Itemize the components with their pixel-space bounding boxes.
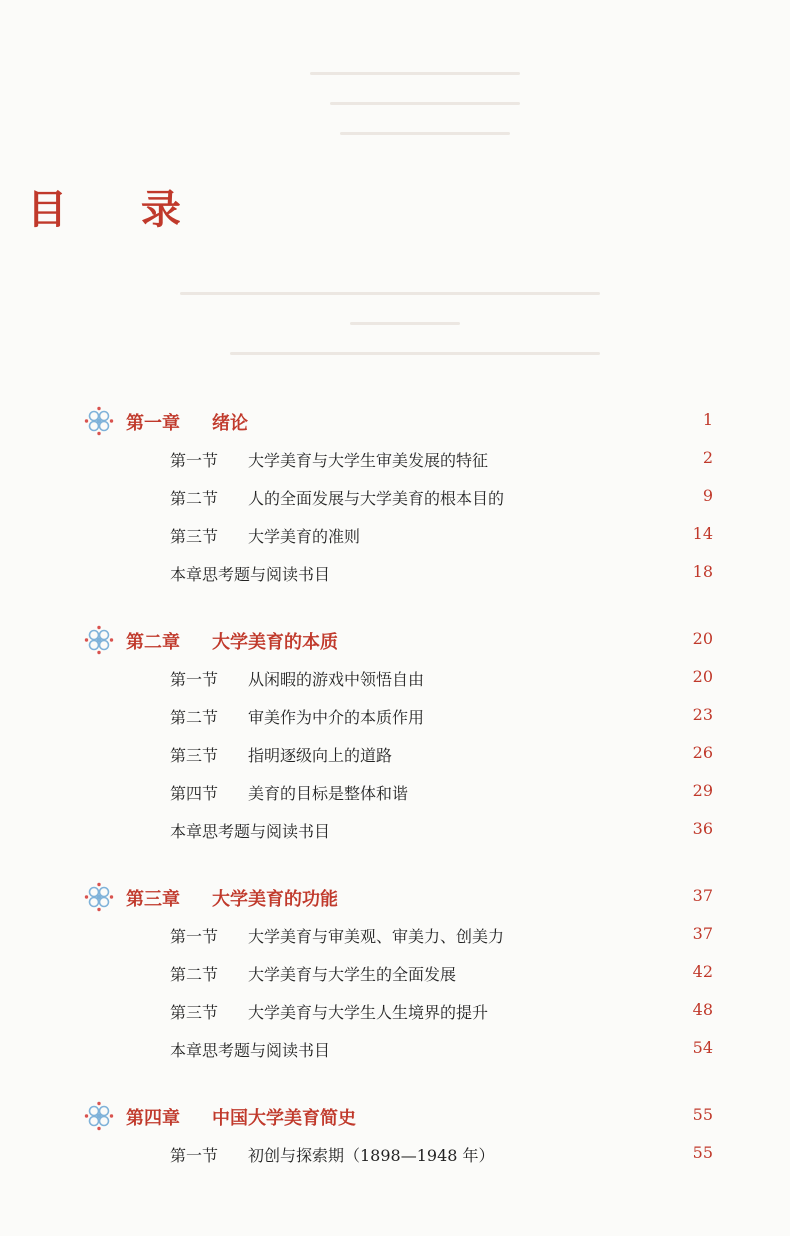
chapter-number: 第四章 — [126, 1108, 180, 1129]
page-number: 36 — [692, 819, 713, 838]
section-row[interactable] — [0, 663, 790, 693]
section-title: 从闲暇的游戏中领悟自由 — [248, 670, 425, 689]
chapter-row[interactable] — [0, 406, 790, 436]
page-number: 37 — [692, 924, 713, 943]
section-number: 第三节 — [170, 1003, 219, 1022]
ornament-icon — [84, 625, 114, 655]
review-row[interactable] — [0, 558, 790, 588]
section-number: 第三节 — [170, 746, 219, 765]
section-row[interactable] — [0, 520, 790, 550]
section-row[interactable] — [0, 777, 790, 807]
page-title: 目 录 — [27, 187, 211, 233]
bleed-through-line — [330, 102, 520, 105]
page-number: 18 — [692, 562, 713, 581]
page-number: 26 — [692, 743, 713, 762]
section-title: 大学美育与大学生审美发展的特征 — [248, 451, 489, 470]
section-row[interactable] — [0, 996, 790, 1026]
section-row[interactable] — [0, 1139, 790, 1169]
section-row[interactable] — [0, 444, 790, 474]
chapter-number: 第一章 — [126, 413, 180, 434]
review-label: 本章思考题与阅读书目 — [170, 1041, 331, 1060]
bleed-through-line — [310, 72, 520, 75]
section-row[interactable] — [0, 482, 790, 512]
section-title: 审美作为中介的本质作用 — [248, 708, 425, 727]
review-row[interactable] — [0, 815, 790, 845]
bleed-through-line — [230, 352, 600, 355]
page-number: 55 — [692, 1105, 713, 1124]
page-number: 55 — [692, 1143, 713, 1162]
section-number: 第一节 — [170, 451, 219, 470]
chapter-row[interactable] — [0, 625, 790, 655]
section-title: 大学美育与审美观、审美力、创美力 — [248, 927, 505, 946]
section-title: 人的全面发展与大学美育的根本目的 — [248, 489, 505, 508]
chapter-title: 中国大学美育简史 — [212, 1108, 356, 1129]
section-number: 第一节 — [170, 1146, 219, 1165]
page-number: 1 — [702, 410, 713, 429]
section-row[interactable] — [0, 739, 790, 769]
page-number: 20 — [692, 629, 713, 648]
section-number: 第二节 — [170, 965, 219, 984]
ornament-icon — [84, 882, 114, 912]
section-number: 第二节 — [170, 489, 219, 508]
chapter-number: 第二章 — [126, 632, 180, 653]
page-number: 37 — [692, 886, 713, 905]
ornament-icon — [84, 1101, 114, 1131]
section-title: 大学美育的准则 — [248, 527, 361, 546]
page-number: 42 — [692, 962, 713, 981]
page-number: 48 — [692, 1000, 713, 1019]
page-number: 23 — [692, 705, 713, 724]
section-title: 大学美育与大学生人生境界的提升 — [248, 1003, 489, 1022]
section-title: 初创与探索期（1898—1948 年） — [248, 1146, 495, 1165]
section-number: 第三节 — [170, 527, 219, 546]
section-row[interactable] — [0, 958, 790, 988]
review-label: 本章思考题与阅读书目 — [170, 822, 331, 841]
page-number: 9 — [702, 486, 713, 505]
section-row[interactable] — [0, 701, 790, 731]
chapter-row[interactable] — [0, 1101, 790, 1131]
section-number: 第四节 — [170, 784, 219, 803]
section-number: 第二节 — [170, 708, 219, 727]
section-number: 第一节 — [170, 927, 219, 946]
chapter-title: 大学美育的本质 — [212, 632, 338, 653]
section-row[interactable] — [0, 920, 790, 950]
page-number: 29 — [692, 781, 713, 800]
chapter-title: 绪论 — [212, 413, 248, 434]
chapter-title: 大学美育的功能 — [212, 889, 338, 910]
section-title: 指明逐级向上的道路 — [248, 746, 393, 765]
chapter-row[interactable] — [0, 882, 790, 912]
page-number: 54 — [692, 1038, 713, 1057]
page-number: 20 — [692, 667, 713, 686]
section-title: 大学美育与大学生的全面发展 — [248, 965, 457, 984]
page-number: 2 — [702, 448, 713, 467]
bleed-through-line — [340, 132, 510, 135]
review-row[interactable] — [0, 1034, 790, 1064]
page-number: 14 — [692, 524, 713, 543]
ornament-icon — [84, 406, 114, 436]
bleed-through-line — [350, 322, 460, 325]
section-number: 第一节 — [170, 670, 219, 689]
bleed-through-line — [180, 292, 600, 295]
review-label: 本章思考题与阅读书目 — [170, 565, 331, 584]
section-title: 美育的目标是整体和谐 — [248, 784, 409, 803]
chapter-number: 第三章 — [126, 889, 180, 910]
